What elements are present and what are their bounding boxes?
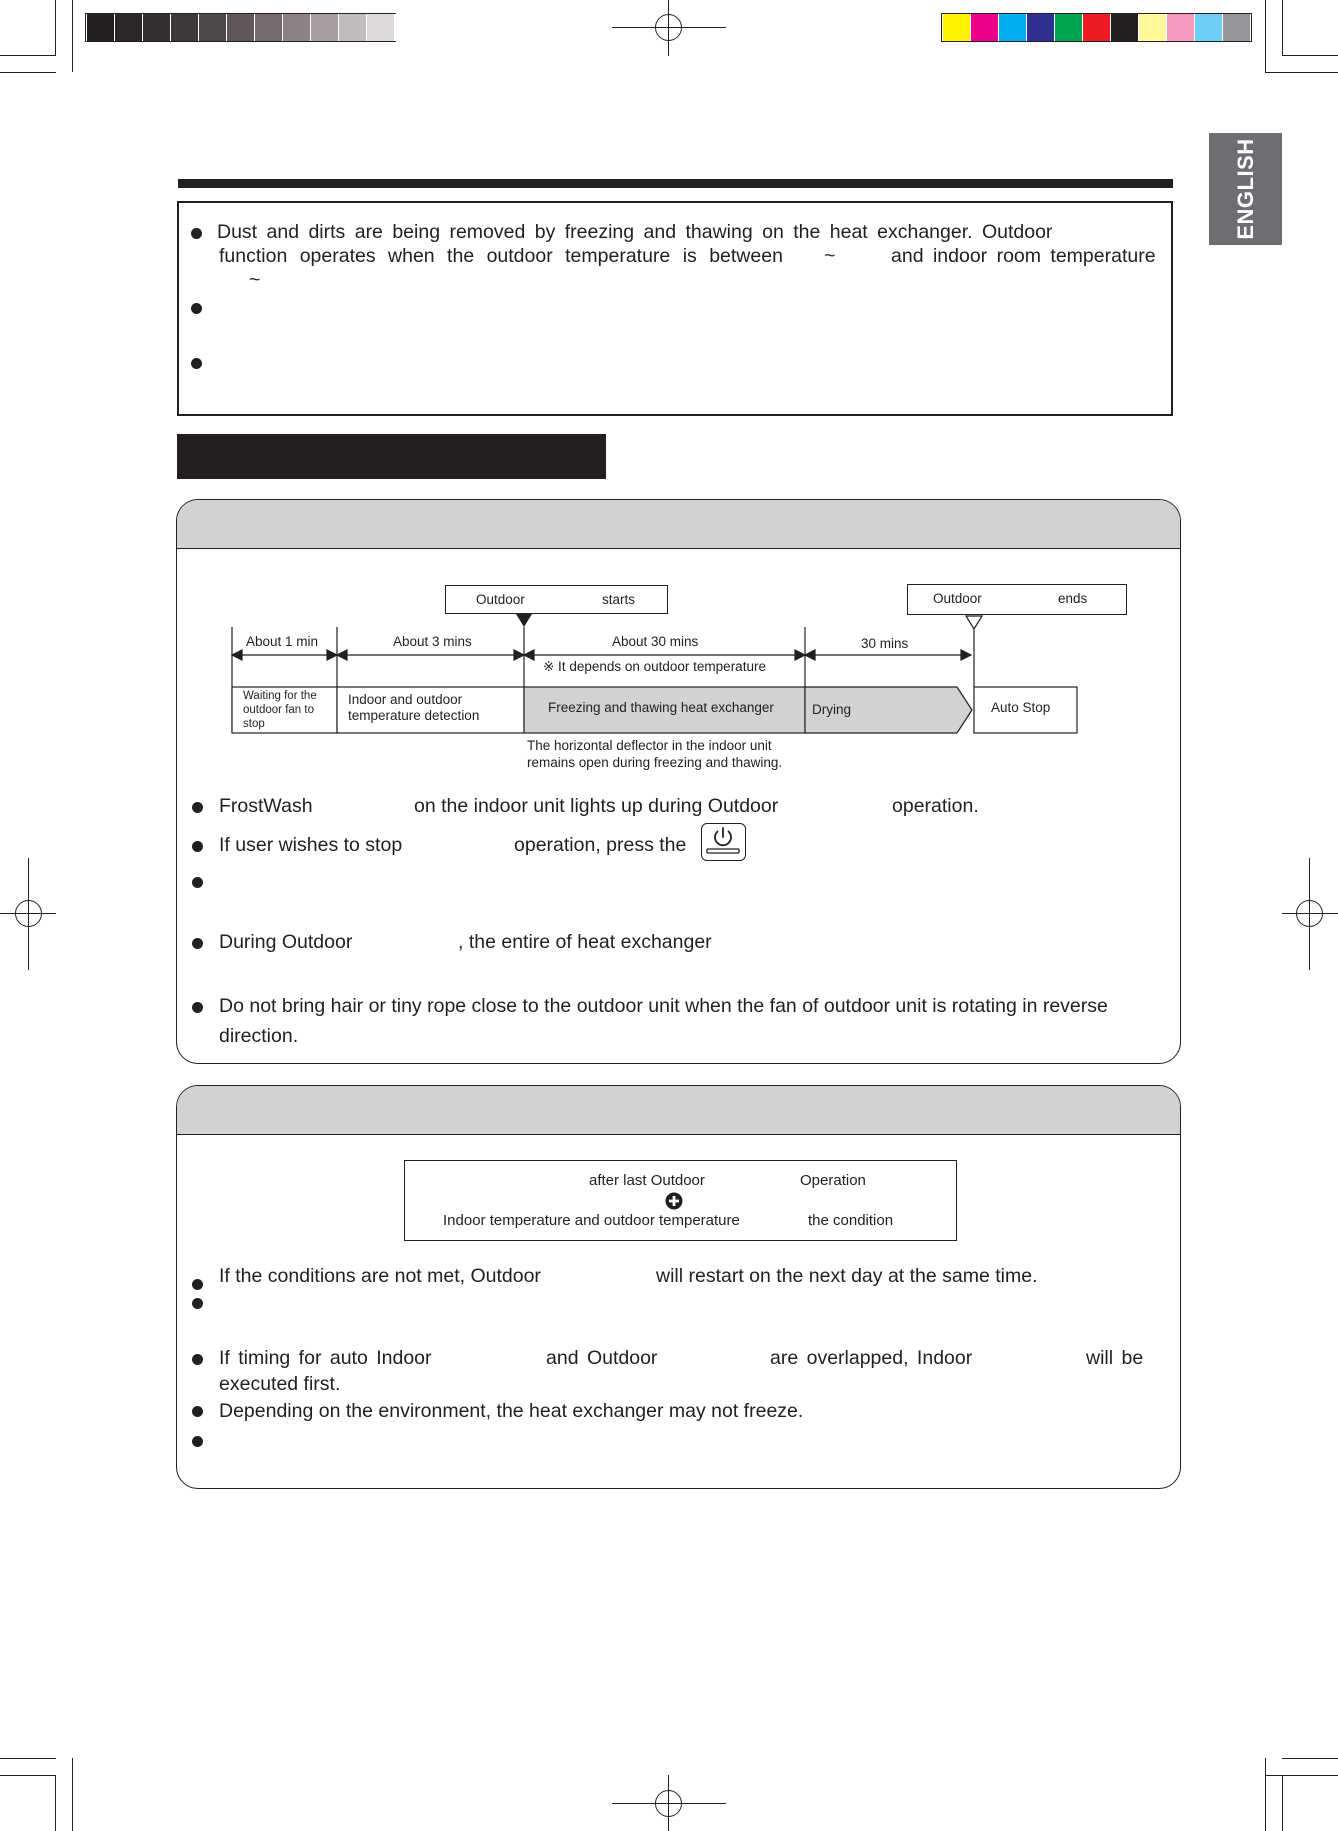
cond-row2-b: the condition — [808, 1212, 894, 1229]
cond-row1-b: Operation — [800, 1172, 866, 1189]
p1-b5-line2: direction. — [219, 1025, 299, 1047]
step-detection-label: Indoor and outdoor temperature detection — [348, 692, 480, 723]
p2-b4: Depending on the environment, the heat exchanger may not freeze. — [219, 1400, 804, 1422]
p2-b3-d: will be — [1086, 1347, 1144, 1369]
crop-mark — [72, 1758, 73, 1831]
end-marker — [966, 616, 982, 629]
bullet-icon — [192, 1354, 203, 1365]
crop-mark — [1265, 1758, 1266, 1831]
step-freezing-label: Freezing and thawing heat exchanger — [548, 700, 774, 715]
end-label-a: Outdoor — [933, 591, 982, 606]
p1-b4-b: , the entire of heat exchanger — [458, 931, 712, 953]
intro-tilde: ~ — [824, 245, 836, 267]
p1-b2-b: operation, press the — [514, 834, 687, 856]
bullet-icon — [192, 841, 203, 852]
duration-1: About 1 min — [246, 634, 319, 649]
p2-b3-c: are overlapped, Indoor — [770, 1347, 973, 1369]
duration-3: About 30 mins — [612, 634, 699, 649]
step-autostop-label: Auto Stop — [991, 700, 1051, 715]
intro-line1: Dust and dirts are being removed by freezing and thawing on the heat exchanger. Outdoor — [217, 221, 1053, 243]
crop-mark — [1282, 1775, 1283, 1831]
step-waiting-label: Waiting for the outdoor fan to stop — [243, 690, 317, 730]
cond-row2-a: Indoor temperature and outdoor temperature — [443, 1212, 740, 1229]
power-button-icon — [701, 823, 746, 861]
bullet-icon — [192, 877, 203, 888]
bullet-icon — [192, 1436, 203, 1447]
p1-b4-a: During Outdoor — [219, 931, 353, 953]
p1-b1-b: on the indoor unit lights up during Outdoor — [414, 795, 779, 817]
start-label-a: Outdoor — [476, 592, 525, 607]
p1-b5-line1: Do not bring hair or tiny rope close to the outdoor unit when the fan of outdoor unit is rotating in reverse — [219, 995, 1108, 1017]
intro-line2b: and indoor room temperature — [891, 245, 1156, 267]
end-label-b: ends — [1058, 591, 1088, 606]
p2-b1-b: will restart on the next day at the same time. — [656, 1265, 1038, 1287]
bullet-icon — [192, 1002, 203, 1013]
panel-header — [177, 1086, 1180, 1135]
crop-mark — [1265, 1775, 1338, 1776]
p2-b1-a: If the conditions are not met, Outdoor — [219, 1265, 541, 1287]
p1-b2-a: If user wishes to stop — [219, 834, 403, 856]
start-label-b: starts — [602, 592, 636, 607]
p1-b1-c: operation. — [892, 795, 979, 817]
p2-b3-line2: executed first. — [219, 1373, 341, 1395]
crop-mark — [0, 1758, 56, 1759]
step-drying-label: Drying — [812, 702, 852, 717]
intro-tilde-2: ~ — [249, 269, 261, 291]
p2-b3-b: and Outdoor — [546, 1347, 658, 1369]
bullet-icon — [192, 1406, 203, 1417]
bullet-icon — [192, 1279, 203, 1290]
bullet-icon — [192, 938, 203, 949]
intro-line2a: function operates when the outdoor temperature is between — [219, 245, 783, 267]
cond-row1-a: after last Outdoor — [589, 1172, 705, 1189]
start-marker — [516, 614, 532, 627]
crop-mark — [1282, 1758, 1338, 1759]
crop-mark — [55, 1775, 56, 1831]
timeline-lines — [0, 0, 1338, 800]
deflector-note: The horizontal deflector in the indoor unit remains open during freezing and thawing. — [527, 738, 783, 770]
bullet-icon — [192, 1298, 203, 1309]
p1-b1-a: FrostWash — [219, 795, 313, 817]
bullet-icon — [192, 802, 203, 813]
crop-mark — [0, 1775, 56, 1776]
duration-4: 30 mins — [861, 636, 909, 651]
duration-2: About 3 mins — [393, 634, 472, 649]
plus-circle-icon — [665, 1192, 683, 1210]
language-tab-label: ENGLISH — [1232, 138, 1258, 240]
duration-3-note: ※ It depends on outdoor temperature — [543, 659, 766, 674]
p2-b3-a: If timing for auto Indoor — [219, 1347, 432, 1369]
